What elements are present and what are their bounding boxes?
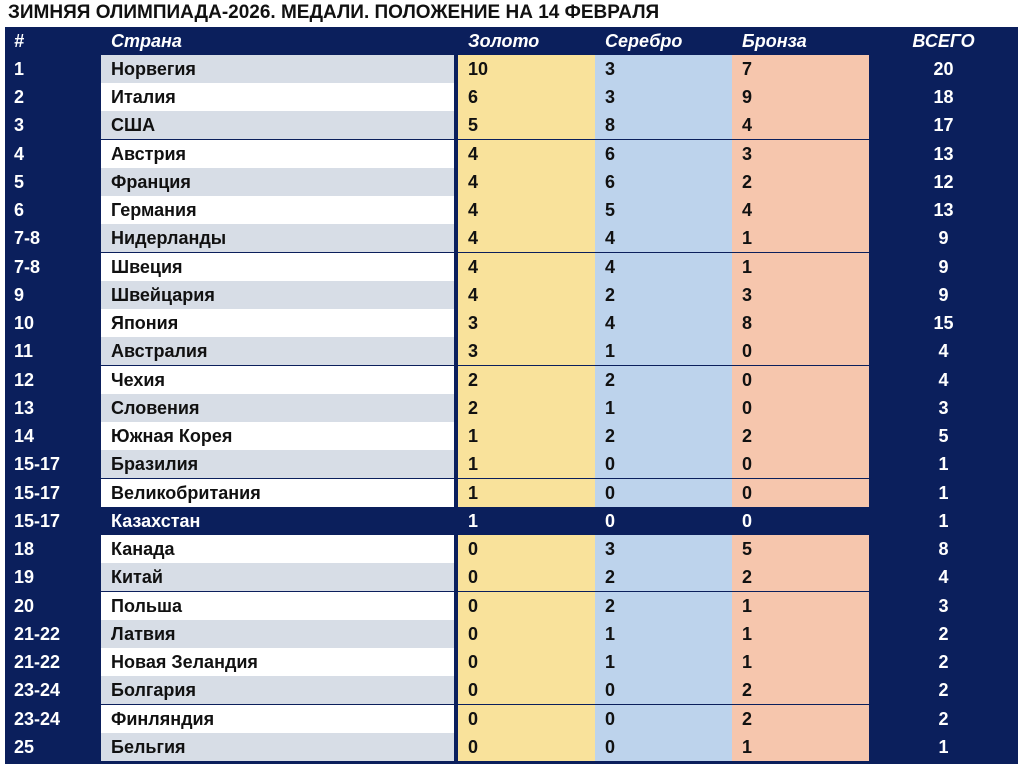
medal-table (5, 27, 1018, 764)
header-country: Страна (111, 31, 182, 51)
table-row (5, 83, 1018, 111)
cell-silver: 1 (595, 620, 732, 648)
cell-country: Канада (101, 535, 454, 563)
table-row (5, 592, 1018, 620)
cell-total: 3 (938, 595, 949, 616)
cell-silver: 0 (595, 676, 732, 704)
cell-bronze: 2 (732, 676, 869, 704)
cell-country: Новая Зеландия (101, 648, 454, 676)
cell-gold: 0 (458, 733, 595, 761)
cell-total: 2 (938, 623, 949, 644)
cell-total: 2 (938, 708, 949, 729)
cell-country: Южная Корея (101, 422, 454, 450)
cell-silver: 2 (595, 422, 732, 450)
cell-bronze: 1 (732, 253, 869, 281)
cell-country: Нидерланды (101, 224, 454, 252)
cell-gold: 1 (458, 479, 595, 507)
table-row (5, 168, 1018, 196)
cell-total: 1 (938, 736, 949, 757)
table-row (5, 479, 1018, 507)
cell-silver: 2 (595, 281, 732, 309)
cell-gold: 1 (458, 450, 595, 478)
cell-bronze: 8 (732, 309, 869, 337)
cell-gold: 0 (458, 648, 595, 676)
cell-gold: 4 (458, 168, 595, 196)
cell-bronze: 9 (732, 83, 869, 111)
cell-rank: 18 (14, 539, 35, 560)
table-row (5, 337, 1018, 365)
cell-gold: 3 (458, 309, 595, 337)
cell-country: Чехия (101, 366, 454, 394)
cell-rank: 20 (14, 595, 35, 616)
cell-silver: 4 (595, 253, 732, 281)
cell-total: 2 (938, 680, 949, 701)
cell-gold: 1 (458, 422, 595, 450)
cell-silver: 0 (595, 479, 732, 507)
cell-gold: 5 (458, 111, 595, 139)
cell-rank: 15-17 (14, 482, 61, 503)
cell-gold: 0 (458, 676, 595, 704)
cell-rank: 7-8 (14, 256, 41, 277)
cell-total: 8 (938, 539, 949, 560)
cell-silver: 1 (595, 337, 732, 365)
cell-bronze: 1 (732, 620, 869, 648)
cell-country: США (101, 111, 454, 139)
cell-rank: 11 (14, 341, 34, 362)
cell-bronze: 4 (732, 111, 869, 139)
cell-country: Китай (101, 563, 454, 591)
cell-gold: 2 (458, 366, 595, 394)
cell-bronze: 4 (732, 196, 869, 224)
cell-bronze: 2 (732, 705, 869, 733)
table-row (5, 394, 1018, 422)
cell-rank: 13 (14, 397, 35, 418)
cell-gold: 0 (458, 705, 595, 733)
page-title: ЗИМНЯЯ ОЛИМПИАДА-2026. МЕДАЛИ. ПОЛОЖЕНИЕ НА 14 ФЕВРАЛЯ (8, 2, 660, 23)
table-row (5, 620, 1018, 648)
cell-total: 4 (938, 341, 949, 362)
cell-silver: 8 (595, 111, 732, 139)
cell-silver: 2 (595, 592, 732, 620)
header-silver: Серебро (605, 31, 683, 51)
cell-country: Швейцария (101, 281, 454, 309)
cell-total: 9 (938, 284, 949, 305)
table-row (5, 733, 1018, 761)
cell-bronze: 2 (732, 563, 869, 591)
table-row (5, 563, 1018, 591)
cell-rank: 2 (14, 87, 25, 108)
cell-bronze: 2 (732, 168, 869, 196)
table-row (5, 676, 1018, 704)
cell-rank: 1 (14, 59, 25, 79)
table-row (5, 281, 1018, 309)
header-gold: Золото (468, 31, 540, 51)
cell-country: Великобритания (101, 479, 454, 507)
cell-rank: 3 (14, 115, 25, 136)
cell-rank: 19 (14, 567, 35, 588)
table-row (5, 309, 1018, 337)
cell-total: 1 (938, 482, 949, 503)
cell-gold: 3 (458, 337, 595, 365)
cell-country: Казахстан (111, 510, 201, 531)
cell-silver: 0 (595, 450, 732, 478)
cell-silver: 2 (595, 563, 732, 591)
cell-gold: 6 (458, 83, 595, 111)
table-row (5, 111, 1018, 139)
cell-total: 1 (938, 454, 949, 475)
cell-total: 20 (933, 59, 954, 79)
cell-rank: 21-22 (14, 652, 61, 673)
table-row (5, 196, 1018, 224)
cell-silver: 1 (595, 394, 732, 422)
table-row (5, 535, 1018, 563)
cell-gold: 4 (458, 281, 595, 309)
cell-bronze: 1 (732, 648, 869, 676)
cell-country: Германия (101, 196, 454, 224)
cell-total: 2 (938, 652, 949, 673)
cell-bronze: 0 (732, 450, 869, 478)
cell-country: Япония (101, 309, 454, 337)
cell-bronze: 2 (732, 422, 869, 450)
cell-bronze: 1 (732, 224, 869, 252)
cell-country: Швеция (101, 253, 454, 281)
table-row (5, 648, 1018, 676)
cell-rank: 6 (14, 200, 25, 221)
cell-rank: 5 (14, 171, 25, 192)
cell-bronze: 5 (732, 535, 869, 563)
cell-total: 12 (933, 171, 954, 192)
cell-silver: 1 (595, 648, 732, 676)
table-row (5, 366, 1018, 394)
cell-country: Финляндия (101, 705, 454, 733)
cell-country: Италия (101, 83, 454, 111)
cell-total: 1 (938, 510, 949, 531)
cell-country: Польша (101, 592, 454, 620)
cell-gold: 10 (458, 55, 595, 83)
cell-rank: 23-24 (14, 680, 61, 701)
cell-gold: 1 (468, 510, 479, 531)
cell-gold: 0 (458, 620, 595, 648)
cell-bronze: 3 (732, 281, 869, 309)
cell-silver: 3 (595, 55, 732, 83)
cell-rank: 15-17 (14, 454, 61, 475)
cell-gold: 4 (458, 253, 595, 281)
cell-silver: 2 (595, 366, 732, 394)
cell-country: Бразилия (101, 450, 454, 478)
cell-total: 17 (933, 115, 954, 136)
cell-gold: 0 (458, 535, 595, 563)
cell-rank: 12 (14, 369, 35, 390)
header-bronze: Бронза (742, 31, 807, 51)
cell-bronze: 1 (732, 733, 869, 761)
cell-rank: 23-24 (14, 708, 61, 729)
table-row (5, 507, 1018, 535)
cell-gold: 2 (458, 394, 595, 422)
cell-bronze: 7 (732, 55, 869, 83)
cell-gold: 0 (458, 592, 595, 620)
cell-rank: 21-22 (14, 623, 61, 644)
cell-total: 9 (938, 256, 949, 277)
cell-bronze: 1 (732, 592, 869, 620)
cell-total: 3 (938, 397, 949, 418)
cell-country: Словения (101, 394, 454, 422)
cell-bronze: 0 (742, 510, 753, 531)
cell-total: 13 (933, 200, 954, 221)
cell-country: Болгария (101, 676, 454, 704)
cell-silver: 6 (595, 140, 732, 168)
cell-total: 15 (933, 313, 954, 334)
cell-gold: 4 (458, 196, 595, 224)
cell-silver: 0 (605, 510, 616, 531)
cell-bronze: 0 (732, 479, 869, 507)
cell-total: 4 (938, 369, 949, 390)
cell-silver: 4 (595, 309, 732, 337)
header-rank: # (14, 31, 25, 51)
cell-bronze: 0 (732, 366, 869, 394)
cell-country: Бельгия (101, 733, 454, 761)
cell-silver: 5 (595, 196, 732, 224)
table-row (5, 224, 1018, 252)
cell-total: 4 (938, 567, 949, 588)
cell-silver: 0 (595, 705, 732, 733)
cell-rank: 25 (14, 736, 35, 757)
cell-total: 18 (933, 87, 954, 108)
cell-rank: 4 (14, 143, 25, 164)
cell-silver: 4 (595, 224, 732, 252)
cell-gold: 4 (458, 224, 595, 252)
table-row (5, 450, 1018, 478)
cell-country: Норвегия (101, 55, 454, 83)
table-row (5, 422, 1018, 450)
cell-gold: 4 (458, 140, 595, 168)
cell-total: 13 (933, 143, 954, 164)
cell-rank: 7-8 (14, 228, 41, 249)
cell-bronze: 3 (732, 140, 869, 168)
cell-total: 9 (938, 228, 949, 249)
table-row (5, 705, 1018, 733)
cell-bronze: 0 (732, 337, 869, 365)
cell-silver: 3 (595, 83, 732, 111)
cell-rank: 14 (14, 426, 35, 447)
cell-silver: 0 (595, 733, 732, 761)
cell-silver: 6 (595, 168, 732, 196)
cell-total: 5 (938, 426, 949, 447)
table-row (5, 140, 1018, 168)
table-row (5, 253, 1018, 281)
cell-country: Франция (101, 168, 454, 196)
cell-rank: 10 (14, 313, 35, 334)
cell-bronze: 0 (732, 394, 869, 422)
header-total: ВСЕГО (912, 31, 975, 51)
cell-country: Латвия (101, 620, 454, 648)
cell-rank: 15-17 (14, 510, 61, 531)
cell-silver: 3 (595, 535, 732, 563)
table-row (5, 55, 1018, 83)
table-header (5, 27, 1018, 55)
cell-rank: 9 (14, 284, 25, 305)
cell-country: Австралия (101, 337, 454, 365)
cell-gold: 0 (458, 563, 595, 591)
cell-country: Австрия (101, 140, 454, 168)
